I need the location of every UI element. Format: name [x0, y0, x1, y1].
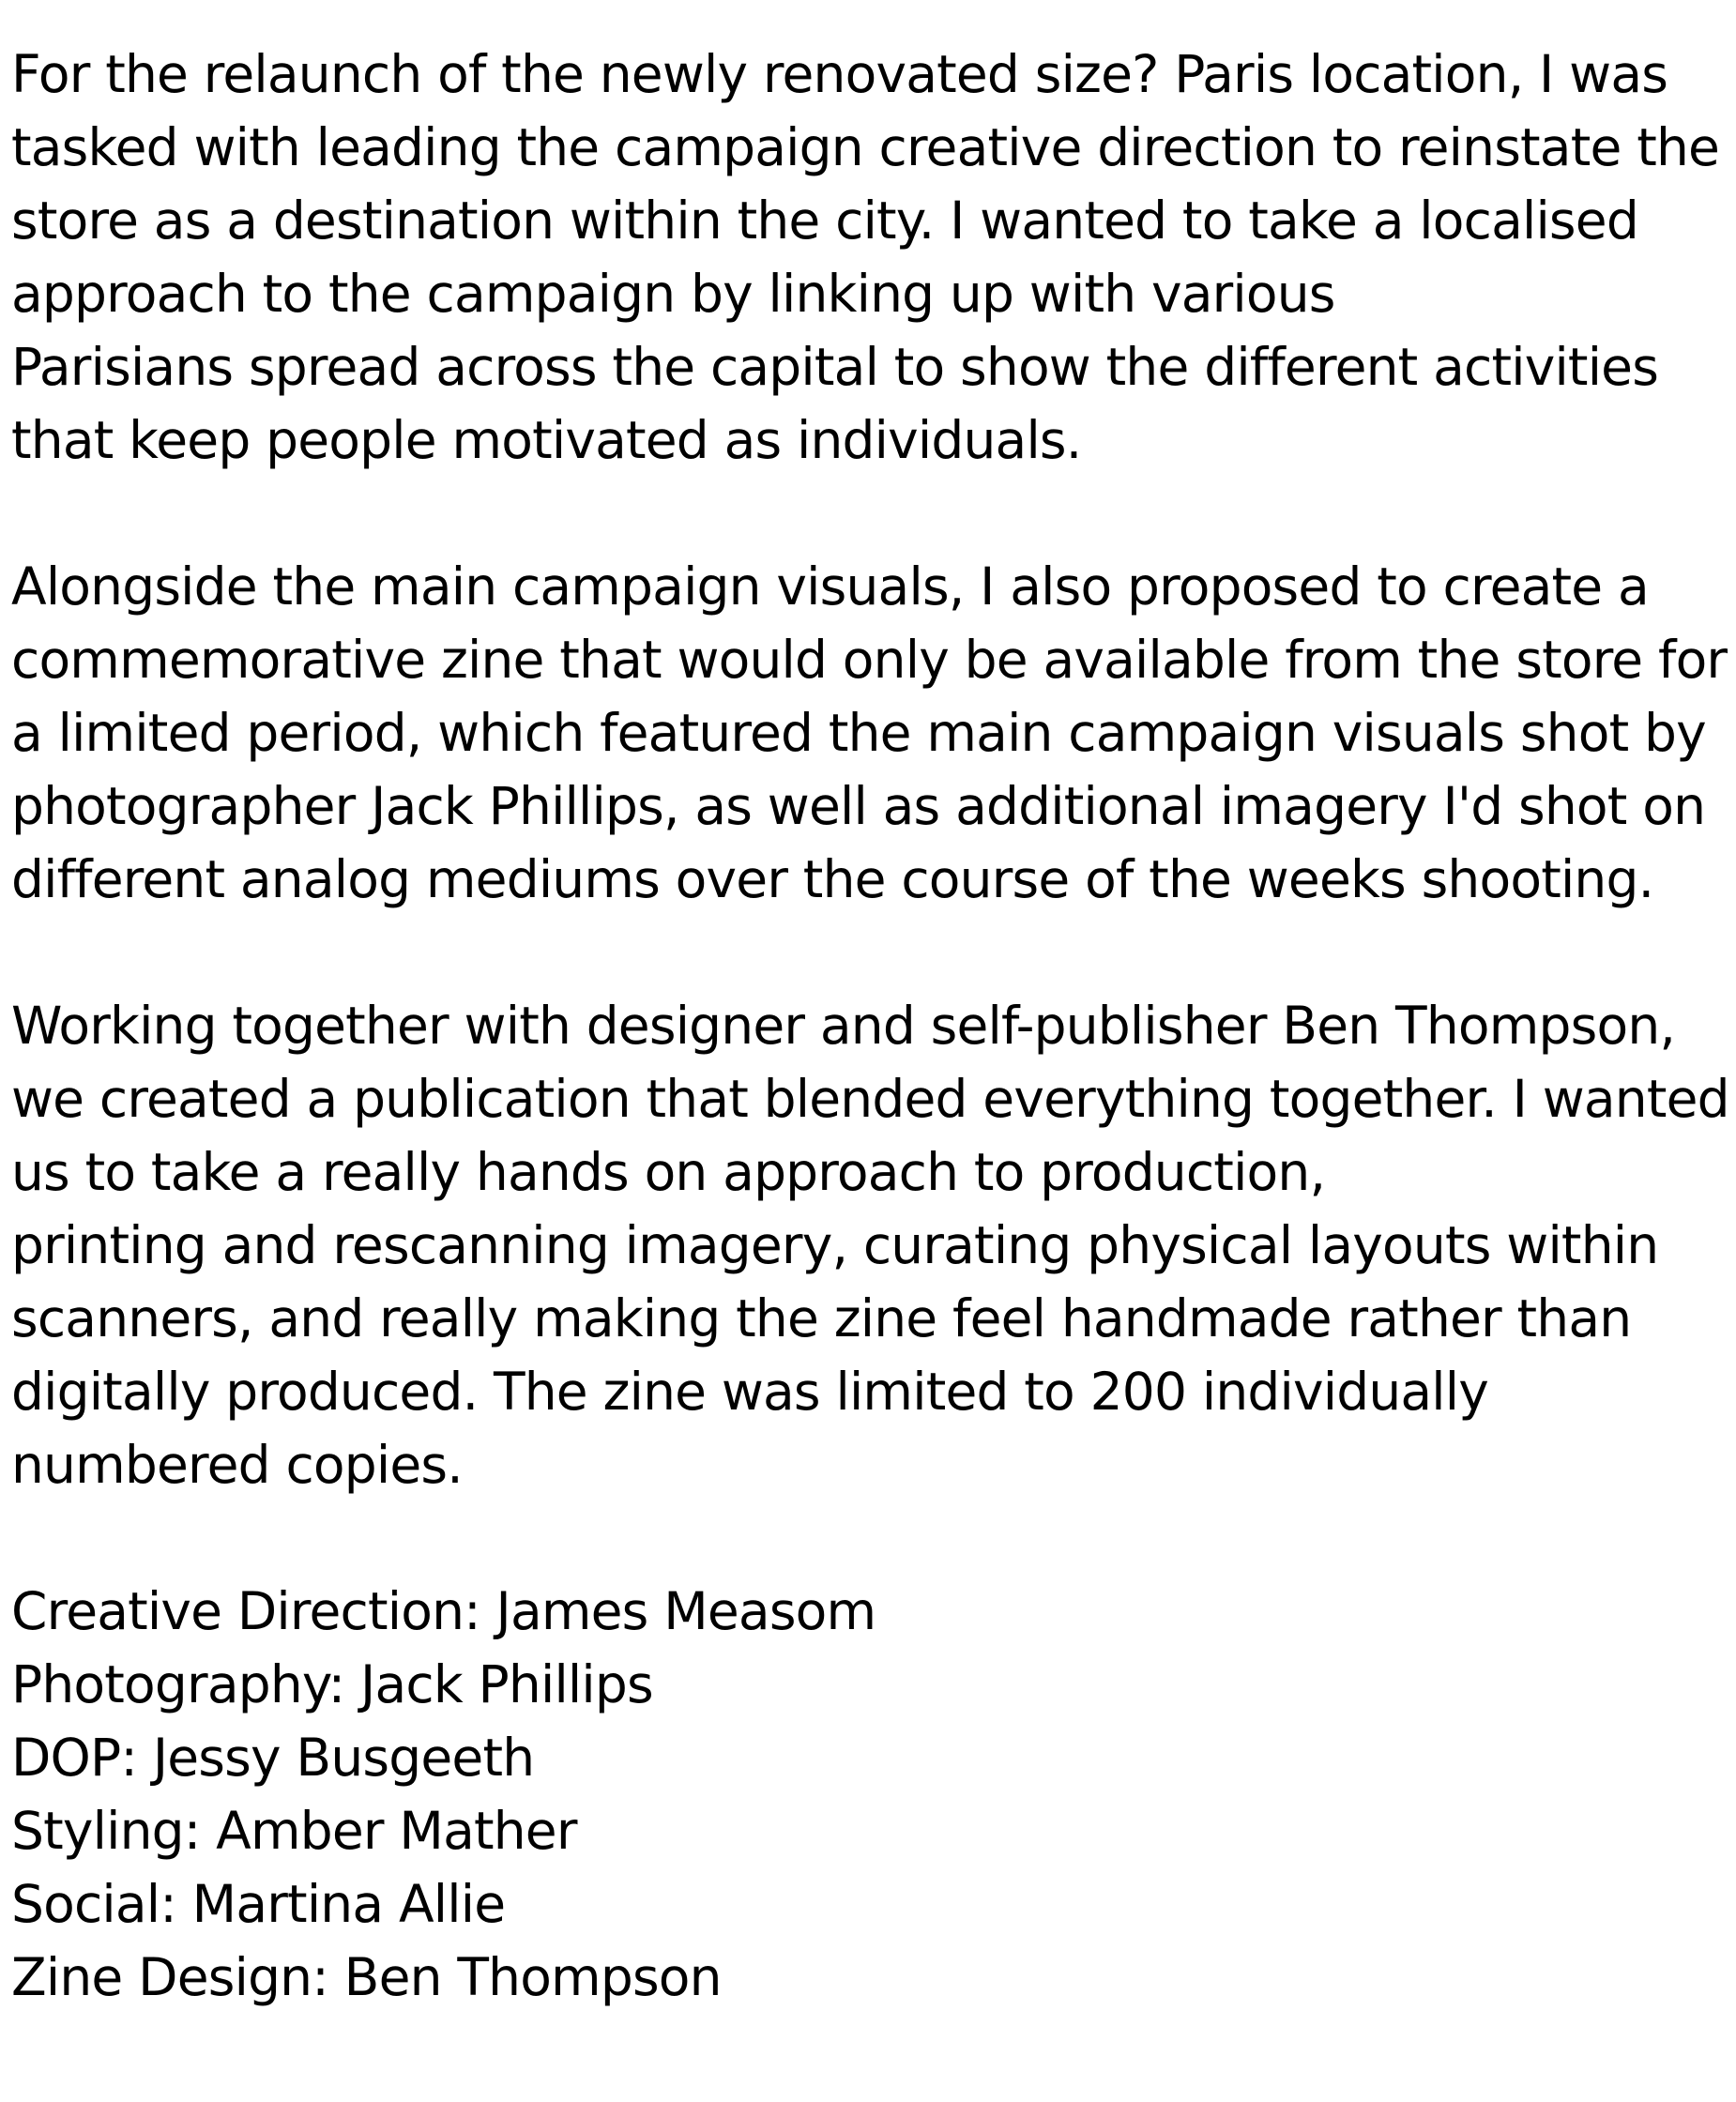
text-line: approach to the campaign by linking up with various: [11, 264, 1335, 324]
text-line: Parisians spread across the capital to show the different activities: [11, 337, 1659, 397]
paragraph-relaunch: [11, 38, 1728, 477]
text-line: photographer Jack Phillips, as well as additional imagery I'd shot on: [11, 776, 1706, 836]
credit-styling: Styling: Amber Mather: [11, 1801, 577, 1861]
credit-zine-design: Zine Design: Ben Thompson: [11, 1947, 722, 2007]
text-line: numbered copies.: [11, 1435, 463, 1495]
article-body: [11, 38, 1728, 2014]
credit-dop: DOP: Jessy Busgeeth: [11, 1728, 535, 1788]
credit-social: Social: Martina Allie: [11, 1874, 506, 1934]
text-line: scanners, and really making the zine feel handmade rather than: [11, 1288, 1632, 1348]
text-line: Working together with designer and self-publisher Ben Thompson,: [11, 996, 1676, 1056]
text-line: For the relaunch of the newly renovated size? Paris location, I was: [11, 44, 1668, 104]
text-line: tasked with leading the campaign creative direction to reinstate the: [11, 117, 1720, 177]
text-line: that keep people motivated as individuals.: [11, 410, 1082, 470]
text-line: us to take a really hands on approach to production,: [11, 1142, 1326, 1202]
text-line: different analog mediums over the course of the weeks shooting.: [11, 849, 1654, 909]
paragraph-zine: [11, 550, 1728, 916]
text-line: Alongside the main campaign visuals, I also proposed to create a: [11, 556, 1649, 617]
credits-list: [11, 1575, 1728, 2014]
text-line: a limited period, which featured the main campaign visuals shot by: [11, 703, 1706, 763]
text-line: digitally produced. The zine was limited to 200 individually: [11, 1362, 1488, 1422]
credit-photography: Photography: Jack Phillips: [11, 1654, 653, 1714]
text-line: store as a destination within the city. I wanted to take a localised: [11, 190, 1638, 251]
text-line: printing and rescanning imagery, curating physical layouts within: [11, 1215, 1659, 1275]
paragraph-publication: [11, 989, 1728, 1501]
text-line: we created a publication that blended everything together. I wanted: [11, 1069, 1729, 1129]
text-line: commemorative zine that would only be available from the store for: [11, 630, 1728, 690]
credit-creative-direction: Creative Direction: James Measom: [11, 1581, 876, 1641]
